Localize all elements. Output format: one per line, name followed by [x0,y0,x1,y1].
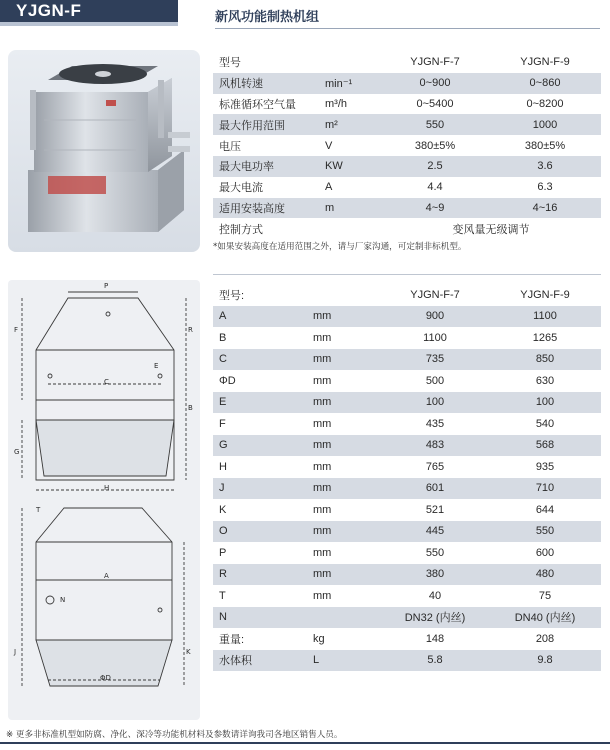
dim-label-g: G [14,448,20,456]
row-col1: 1100 [381,327,489,349]
row-label: T [213,585,313,607]
table-row [213,435,601,457]
row-col1: 521 [381,499,489,521]
row-unit: mm [313,392,381,414]
table-row [213,218,601,239]
row-label: 最大电功率 [213,156,325,177]
table-row [213,370,601,392]
title-rule [215,28,600,29]
row-col2: 1100 [489,306,601,328]
row-unit: mm [313,585,381,607]
row-col2: 3.6 [489,156,601,177]
row-label: R [213,564,313,586]
control-label: 控制方式 [213,218,325,239]
row-col2: 6.3 [489,177,601,198]
header-label: 型号: [213,284,313,306]
page-title: 新风功能制热机组 [215,10,320,25]
row-col2: DN40 (内丝) [489,607,601,629]
dim-label-t: T [36,506,41,514]
badge-underline [0,22,178,26]
row-col2: 630 [489,370,601,392]
row-label: B [213,327,313,349]
row-col1: 550 [381,114,489,135]
row-col1: 765 [381,456,489,478]
model-badge: YJGN-F [0,0,178,22]
row-col1: 550 [381,542,489,564]
dimension-drawing [8,280,200,720]
table-row [213,94,601,115]
row-unit: m [325,198,381,219]
row-label: 最大作用范围 [213,114,325,135]
table-row [213,156,601,177]
dim-label-f: F [14,326,19,334]
dimension-diagram [8,280,200,720]
row-col2: 1265 [489,327,601,349]
row-unit: mm [313,456,381,478]
row-col1: 148 [381,628,489,650]
row-unit: m³/h [325,94,381,115]
row-col1: 735 [381,349,489,371]
row-unit: A [325,177,381,198]
table-row [213,499,601,521]
row-unit: kg [313,628,381,650]
row-unit: mm [313,349,381,371]
table-row [213,392,601,414]
row-unit: mm [313,564,381,586]
row-label: K [213,499,313,521]
row-col1: 0~900 [381,73,489,94]
table-row [213,456,601,478]
row-unit: mm [313,499,381,521]
row-label: G [213,435,313,457]
row-unit: mm [313,521,381,543]
row-label: ΦD [213,370,313,392]
row-label: 适用安装高度 [213,198,325,219]
row-label: P [213,542,313,564]
row-unit: min⁻¹ [325,73,381,94]
row-col1: 900 [381,306,489,328]
row-label: F [213,413,313,435]
row-col2: 568 [489,435,601,457]
row-col2: 935 [489,456,601,478]
table-row [213,478,601,500]
row-col2: 0~860 [489,73,601,94]
dim-label-p: P [104,282,109,290]
row-col2: 1000 [489,114,601,135]
row-col1: 380 [381,564,489,586]
row-label: N [213,607,313,629]
row-col1: 500 [381,370,489,392]
row-label: A [213,306,313,328]
row-label: 水体积 [213,650,313,672]
dimension-table [213,284,601,671]
table-row [213,349,601,371]
page-header [0,0,610,34]
row-label: E [213,392,313,414]
spec-table [213,52,601,239]
bottom-rule [0,742,610,744]
row-col1: 380±5% [381,135,489,156]
row-label: H [213,456,313,478]
control-value: 变风量无级调节 [381,218,601,239]
dim-label-h: H [104,484,110,492]
table-row [213,521,601,543]
header-col1: YJGN-F-7 [381,52,489,73]
install-height-note: *如果安装高度在适用范围之外，请与厂家沟通，可定制非标机型。 [213,242,467,252]
table-row [213,585,601,607]
table-row [213,628,601,650]
heater-unit-illustration [8,50,200,252]
row-col2: 600 [489,542,601,564]
row-unit: mm [313,327,381,349]
row-col1: 2.5 [381,156,489,177]
row-col2: 850 [489,349,601,371]
row-col2: 208 [489,628,601,650]
table-row [213,650,601,672]
row-unit: KW [325,156,381,177]
dim-label-r: R [188,326,193,334]
table-row [213,135,601,156]
header-col2: YJGN-F-9 [489,284,601,306]
row-label: 最大电流 [213,177,325,198]
dim-label-n: N [60,596,66,604]
table-row [213,413,601,435]
row-col2: 100 [489,392,601,414]
dim-label-e: E [154,362,159,370]
row-unit: mm [313,413,381,435]
table-row [213,542,601,564]
header-label: 型号 [213,52,325,73]
table-row [213,52,601,73]
dim-label-j: J [14,648,17,656]
row-unit [313,607,381,629]
dim-label-k: K [186,648,191,656]
table-row [213,177,601,198]
dim-label-c: C [104,378,109,386]
dim-label-b: B [188,404,193,412]
row-col2: 0~8200 [489,94,601,115]
header-unit [313,284,381,306]
header-col2: YJGN-F-9 [489,52,601,73]
row-col2: 9.8 [489,650,601,672]
row-col1: DN32 (内丝) [381,607,489,629]
row-label: 风机转速 [213,73,325,94]
table-row [213,564,601,586]
row-col1: 40 [381,585,489,607]
row-col2: 644 [489,499,601,521]
footer-note: ※ 更多非标准机型如防腐、净化、深冷等功能机材料及参数请详询我司各地区销售人员。 [6,730,343,740]
row-col2: 380±5% [489,135,601,156]
row-label: J [213,478,313,500]
row-col2: 4~16 [489,198,601,219]
row-col1: 5.8 [381,650,489,672]
dim-label-a: A [104,572,109,580]
row-col2: 550 [489,521,601,543]
section-divider [213,274,601,275]
row-unit: m² [325,114,381,135]
table-row [213,284,601,306]
row-col1: 601 [381,478,489,500]
row-label: C [213,349,313,371]
row-unit: mm [313,306,381,328]
table-row [213,114,601,135]
table-row [213,607,601,629]
row-col1: 4~9 [381,198,489,219]
row-col2: 710 [489,478,601,500]
row-col2: 540 [489,413,601,435]
row-col1: 4.4 [381,177,489,198]
row-label: 标准循环空气量 [213,94,325,115]
row-unit: V [325,135,381,156]
dim-label-d: ΦD [100,674,111,682]
row-unit: mm [313,435,381,457]
row-unit: mm [313,542,381,564]
row-unit: mm [313,478,381,500]
row-col1: 445 [381,521,489,543]
row-col1: 100 [381,392,489,414]
row-label: 电压 [213,135,325,156]
row-label: 重量: [213,628,313,650]
header-unit [325,52,381,73]
row-col1: 483 [381,435,489,457]
row-col2: 75 [489,585,601,607]
table-row [213,327,601,349]
row-col1: 435 [381,413,489,435]
table-row [213,306,601,328]
table-row [213,198,601,219]
row-unit: L [313,650,381,672]
row-label: O [213,521,313,543]
row-unit: mm [313,370,381,392]
product-photo [8,50,200,252]
row-col1: 0~5400 [381,94,489,115]
table-row [213,73,601,94]
header-col1: YJGN-F-7 [381,284,489,306]
row-col2: 480 [489,564,601,586]
